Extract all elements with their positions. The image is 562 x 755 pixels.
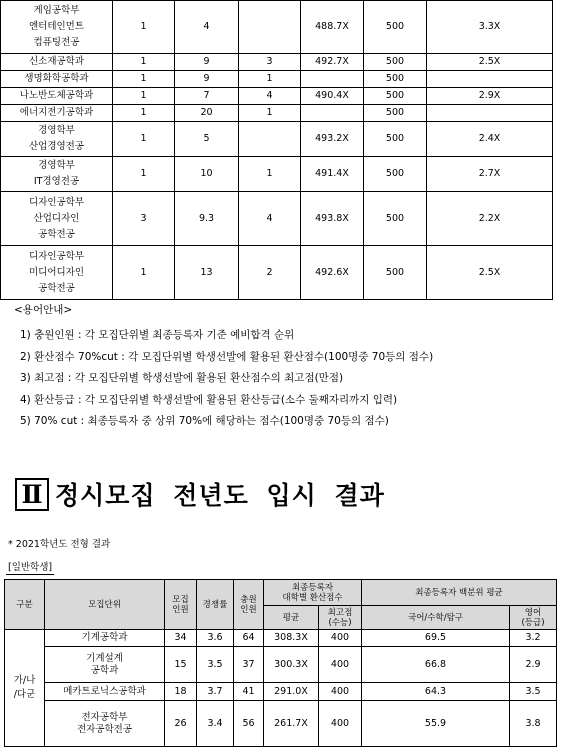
table-row <box>1 246 553 300</box>
kms-cell: 64.3 <box>362 683 510 701</box>
header-reg-group: 최종등록자 대학별 환산점수 <box>264 580 362 606</box>
score-cell: 488.7X <box>301 1 364 54</box>
kms-cell: 66.8 <box>362 647 510 683</box>
score-cell: 493.2X <box>301 122 364 157</box>
score-cell: 493.8X <box>301 192 364 246</box>
count-cell: 1 <box>113 246 175 300</box>
unit-name-cell: 메카트로닉스공학과 <box>45 683 165 701</box>
max-score-cell: 500 <box>364 54 427 71</box>
grade-cell: 2.5X <box>427 54 553 71</box>
table-row <box>1 71 553 88</box>
ratio-cell: 9.3 <box>175 192 239 246</box>
fill-cell <box>239 1 301 54</box>
header-avg: 평균 <box>264 606 319 630</box>
score-cell: 492.7X <box>301 54 364 71</box>
max-score-cell: 500 <box>364 157 427 192</box>
table-row <box>5 701 557 747</box>
ratio-cell: 10 <box>175 157 239 192</box>
grade-cell: 2.2X <box>427 192 553 246</box>
quota-cell: 34 <box>165 630 197 647</box>
count-cell: 1 <box>113 54 175 71</box>
category-label: [일반학생] <box>8 562 53 573</box>
grade-cell: 2.4X <box>427 122 553 157</box>
note-item: 5) 70% cut : 최종등록자 중 상위 70%에 해당하는 점수(100명중 70등의 점수) <box>20 415 389 427</box>
table-row <box>1 105 553 122</box>
unit-name-cell: 생명화학공학과 <box>1 71 113 88</box>
unit-name-cell: 신소재공학과 <box>1 54 113 71</box>
unit-name-cell: 기계설계 공학과 <box>45 647 165 683</box>
max-score-cell: 500 <box>364 71 427 88</box>
kms-cell: 69.5 <box>362 630 510 647</box>
header-quota: 모집 인원 <box>165 580 197 630</box>
table-row <box>1 88 553 105</box>
table-row <box>5 647 557 683</box>
unit-name-cell: 게임공학부 엔터테인먼트 컴퓨팅전공 <box>1 1 113 54</box>
max-score-cell: 500 <box>364 246 427 300</box>
group-cell: 가/나 /다군 <box>5 630 45 747</box>
subtitle: * 2021학년도 전형 결과 <box>8 539 111 550</box>
count-cell: 1 <box>113 105 175 122</box>
ratio-cell: 3.6 <box>197 630 234 647</box>
max-cell: 400 <box>319 630 362 647</box>
score-cell: 492.6X <box>301 246 364 300</box>
ratio-cell: 7 <box>175 88 239 105</box>
unit-name-cell: 기계공학과 <box>45 630 165 647</box>
max-cell: 400 <box>319 647 362 683</box>
count-cell: 1 <box>113 122 175 157</box>
score-cell <box>301 71 364 88</box>
max-cell: 400 <box>319 683 362 701</box>
table-row <box>1 1 553 54</box>
table-row <box>5 630 557 647</box>
max-score-cell: 500 <box>364 1 427 54</box>
header-eng: 영어 (등급) <box>510 606 557 630</box>
eng-cell: 3.2 <box>510 630 557 647</box>
fill-cell: 37 <box>234 647 264 683</box>
avg-cell: 308.3X <box>264 630 319 647</box>
fill-cell: 1 <box>239 157 301 192</box>
results-table-2021 <box>4 579 557 747</box>
ratio-cell: 3.7 <box>197 683 234 701</box>
ratio-cell: 3.5 <box>197 647 234 683</box>
header-max: 최고점 (수능) <box>319 606 362 630</box>
max-cell: 400 <box>319 701 362 747</box>
count-cell: 3 <box>113 192 175 246</box>
grade-cell <box>427 71 553 88</box>
header-kms: 국어/수학/탐구 <box>362 606 510 630</box>
unit-name-cell: 디자인공학부 미디어디자인 공학전공 <box>1 246 113 300</box>
fill-cell: 56 <box>234 701 264 747</box>
grade-cell: 3.3X <box>427 1 553 54</box>
fill-cell: 4 <box>239 192 301 246</box>
avg-cell: 291.0X <box>264 683 319 701</box>
fill-cell: 4 <box>239 88 301 105</box>
section-heading <box>15 474 385 514</box>
score-cell <box>301 105 364 122</box>
grade-cell: 2.7X <box>427 157 553 192</box>
table-row <box>5 683 557 701</box>
count-cell: 1 <box>113 71 175 88</box>
header-unit: 모집단위 <box>45 580 165 630</box>
eng-cell: 3.5 <box>510 683 557 701</box>
score-cell: 491.4X <box>301 157 364 192</box>
ratio-cell: 3.4 <box>197 701 234 747</box>
note-item: 1) 충원인원 : 각 모집단위별 최종등록자 기준 예비합격 순위 <box>20 329 295 341</box>
note-item: 3) 최고점 : 각 모집단위별 학생선발에 활용된 환산점수의 최고점(만점) <box>20 372 344 384</box>
fill-cell: 2 <box>239 246 301 300</box>
table-row <box>1 192 553 246</box>
notes-heading: <용어안내> <box>14 304 73 316</box>
table-row <box>1 54 553 71</box>
ratio-cell: 9 <box>175 54 239 71</box>
max-score-cell: 500 <box>364 88 427 105</box>
fill-cell: 3 <box>239 54 301 71</box>
grade-cell: 2.9X <box>427 88 553 105</box>
ratio-cell: 4 <box>175 1 239 54</box>
quota-cell: 18 <box>165 683 197 701</box>
quota-cell: 26 <box>165 701 197 747</box>
fill-cell: 64 <box>234 630 264 647</box>
avg-cell: 300.3X <box>264 647 319 683</box>
fill-cell <box>239 122 301 157</box>
table-row <box>1 122 553 157</box>
max-score-cell: 500 <box>364 122 427 157</box>
unit-name-cell: 전자공학부 전자공학전공 <box>45 701 165 747</box>
header-fill: 충원 인원 <box>234 580 264 630</box>
quota-cell: 15 <box>165 647 197 683</box>
fill-cell: 41 <box>234 683 264 701</box>
count-cell: 1 <box>113 88 175 105</box>
fill-cell: 1 <box>239 71 301 88</box>
ratio-cell: 9 <box>175 71 239 88</box>
table-row <box>1 157 553 192</box>
fill-cell: 1 <box>239 105 301 122</box>
count-cell: 1 <box>113 157 175 192</box>
count-cell: 1 <box>113 1 175 54</box>
score-cell: 490.4X <box>301 88 364 105</box>
unit-name-cell: 디자인공학부 산업디자인 공학전공 <box>1 192 113 246</box>
max-score-cell: 500 <box>364 192 427 246</box>
results-table-top <box>0 0 553 300</box>
max-score-cell: 500 <box>364 105 427 122</box>
eng-cell: 3.8 <box>510 701 557 747</box>
section-title: 정시모집 전년도 입시 결과 <box>55 481 385 510</box>
note-item: 4) 환산등급 : 각 모집단위별 학생선발에 활용된 환산등급(소수 둘째자리까지 입력) <box>20 393 398 406</box>
unit-name-cell: 경영학부 IT경영전공 <box>1 157 113 192</box>
terminology-notes <box>14 302 433 434</box>
ratio-cell: 5 <box>175 122 239 157</box>
unit-name-cell: 나노반도체공학과 <box>1 88 113 105</box>
ratio-cell: 20 <box>175 105 239 122</box>
eng-cell: 2.9 <box>510 647 557 683</box>
note-item: 2) 환산점수 70%cut : 각 모집단위별 학생선발에 활용된 환산점수(100명중 70등의 점수) <box>20 350 434 363</box>
ratio-cell: 13 <box>175 246 239 300</box>
unit-name-cell: 경영학부 산업경영전공 <box>1 122 113 157</box>
kms-cell: 55.9 <box>362 701 510 747</box>
unit-name-cell: 에너지전기공학과 <box>1 105 113 122</box>
avg-cell: 261.7X <box>264 701 319 747</box>
section-number-box: Ⅱ <box>15 478 49 511</box>
grade-cell <box>427 105 553 122</box>
grade-cell: 2.5X <box>427 246 553 300</box>
header-ratio: 경쟁률 <box>197 580 234 630</box>
header-gubun: 구분 <box>5 580 45 630</box>
header-pct-group: 최종등록자 백분위 평균 <box>362 580 557 606</box>
